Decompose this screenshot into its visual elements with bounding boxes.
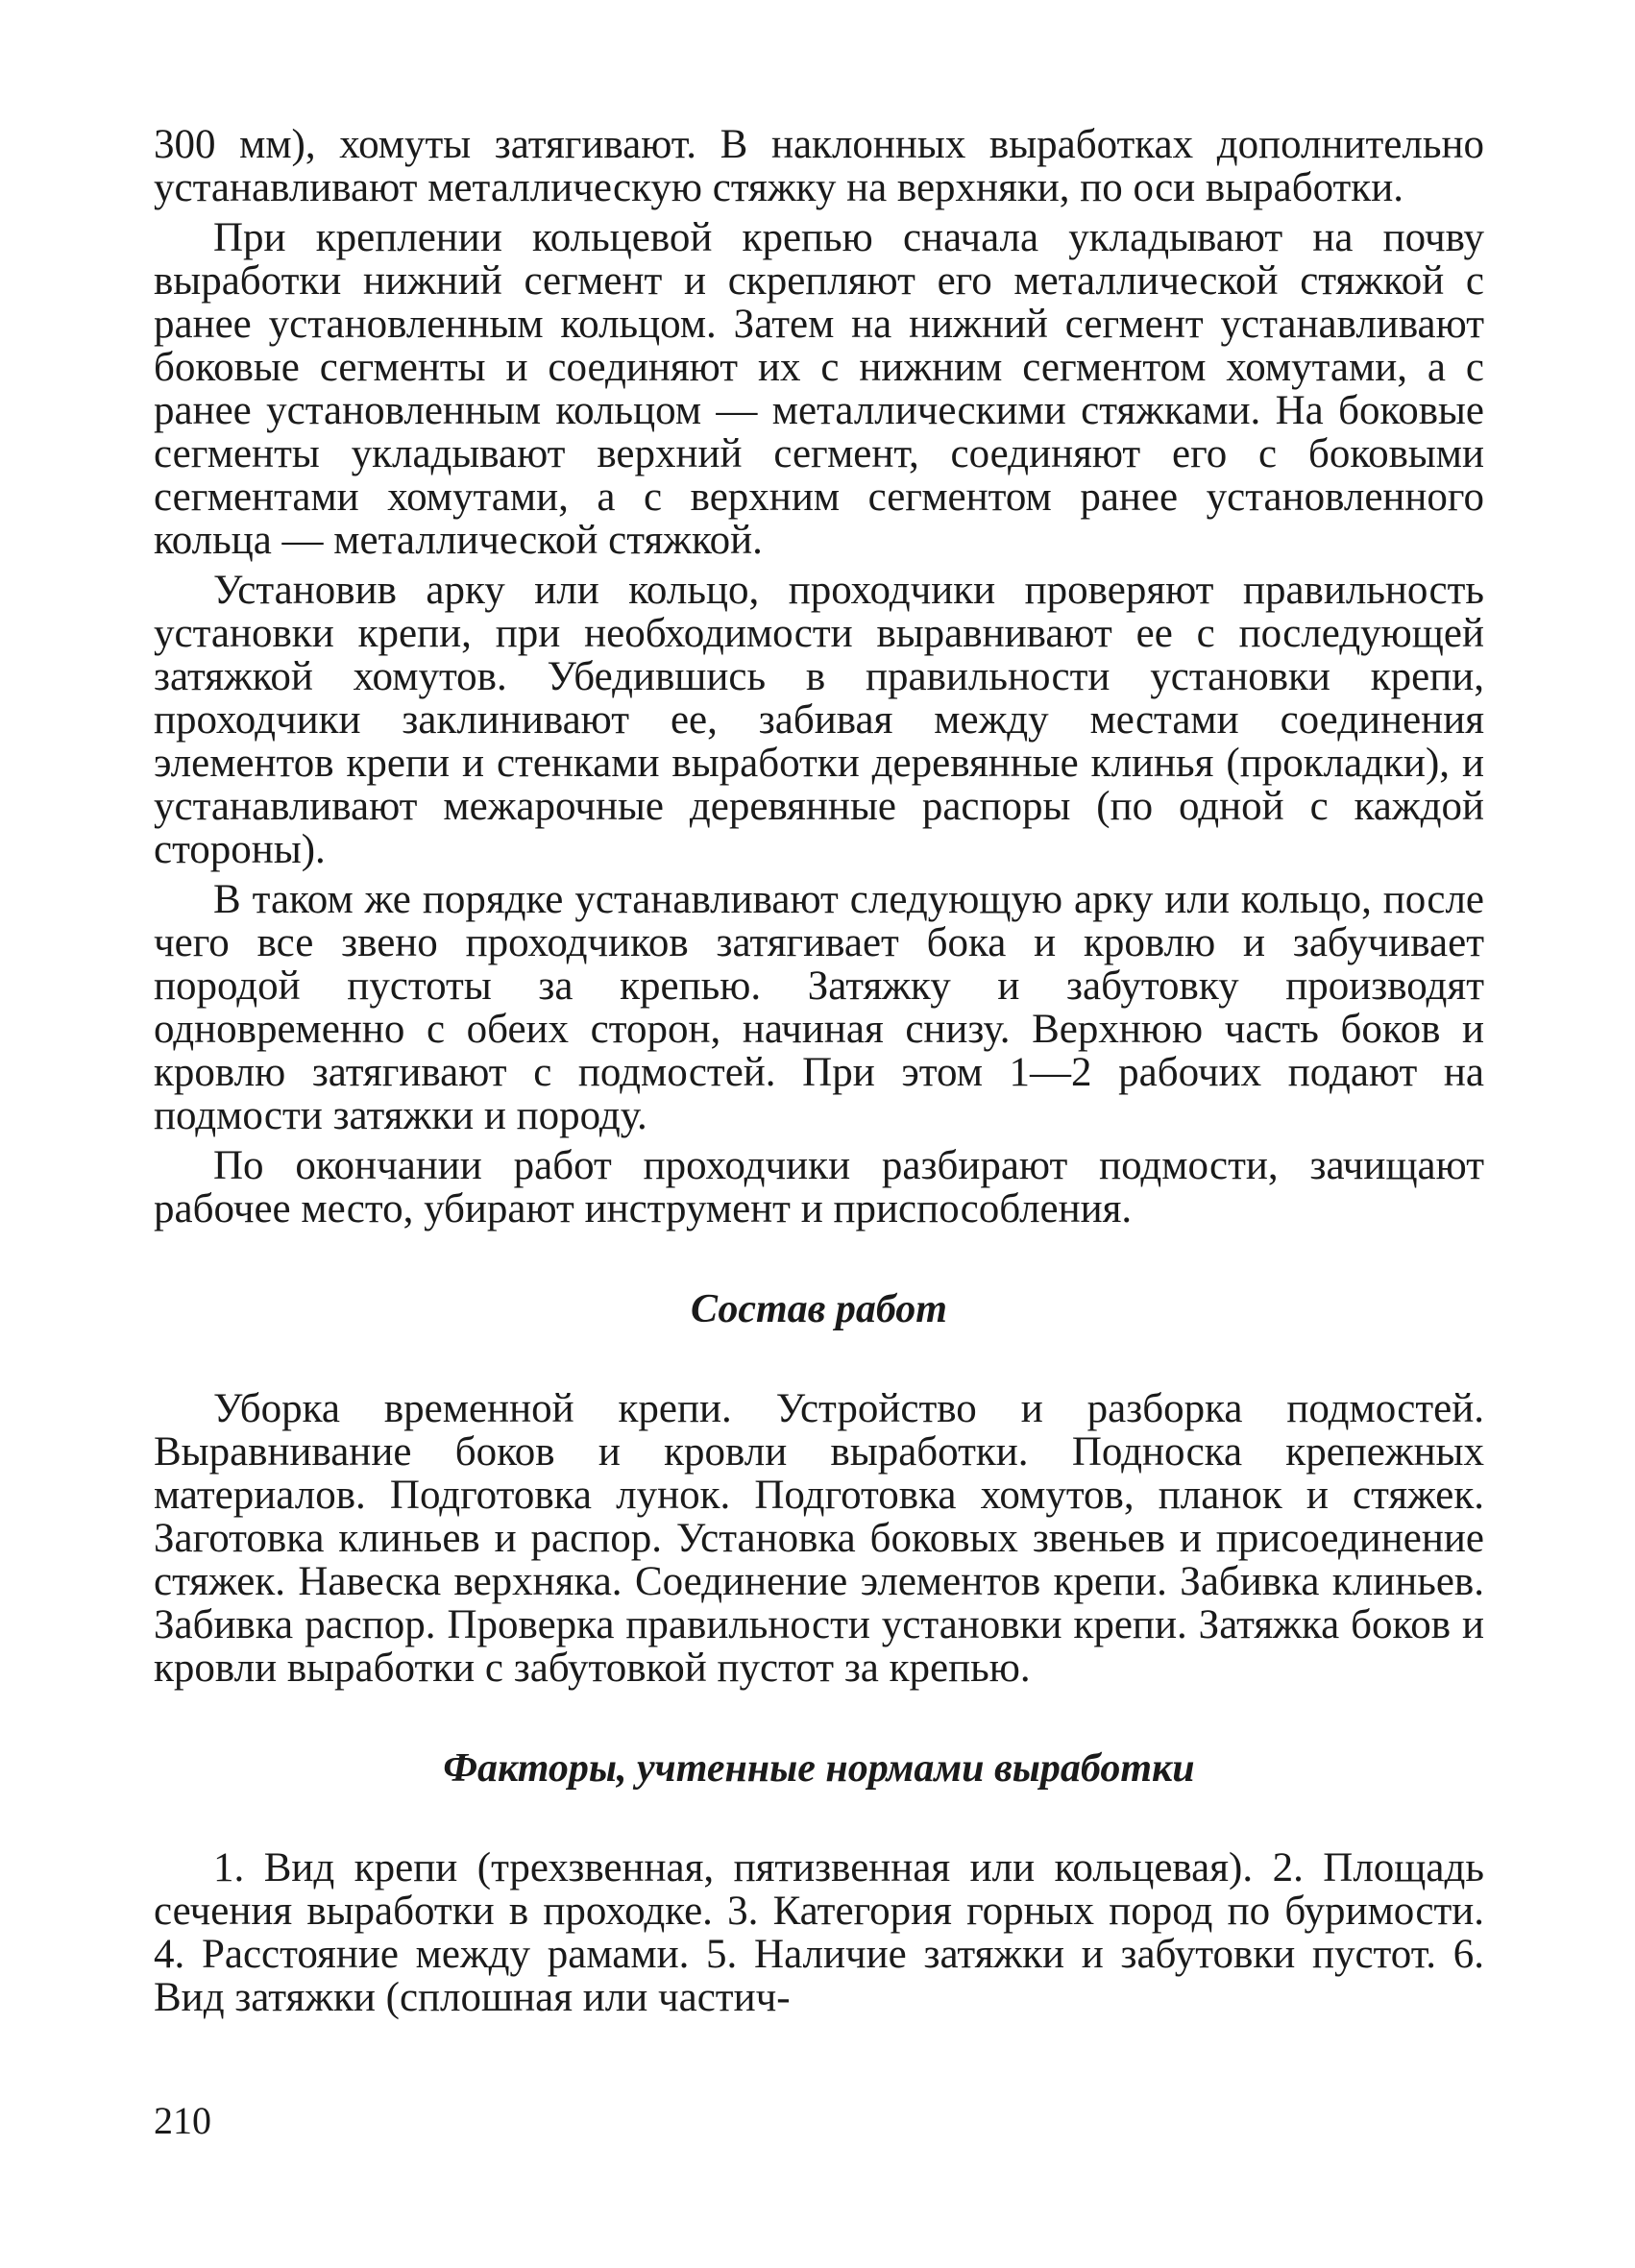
paragraph-factors-text: 1. Вид крепи (трехзвенная, пятизвенная или кольцевая). 2. Площадь сечения выработки в проходке. 3. Категория горных пород по буримости. 4. Расстояние между рамами. 5. Наличие затяжки и забутовки пустот. 6. Вид затяжки (сплошная или частич- <box>154 1845 1484 2020</box>
paragraph-continuation: 300 мм), хомуты затягивают. В наклонных выработках дополнительно устанавливают металлическую стяжку на верхняки, по оси выработки. <box>154 122 1484 210</box>
paragraph-ring-support: При креплении кольцевой крепью сначала укладывают на почву выработки нижний сегмент и скрепляют его металлической стяжкой с ранее установленным кольцом. Затем на нижний сегмент устанавливают боковые сегменты и соединяют их с нижним сегментом хомутами, а с ранее установленным кольцом — металлическими стяжками. На боковые сегменты укладывают верхний сегмент, соединяют его с боковыми сегментами хомутами, а с верхним сегментом ранее установленного кольца — металлической стяжкой. <box>154 215 1484 563</box>
paragraph-next-arch: В таком же порядке устанавливают следующую арку или кольцо, после чего все звено проходчиков затягивает бока и кровлю и забучивает породой пустоты за крепью. Затяжку и забутовку производят одновременно с обеих сторон, начиная снизу. Верхнюю часть боков и кровлю затягивают с подмостей. При этом 1—2 рабочих подают на подмости затяжки и породу. <box>154 877 1484 1138</box>
section-heading-sostav: Состав работ <box>691 1287 947 1331</box>
page-number: 210 <box>154 2099 211 2142</box>
page-content <box>154 123 1484 2019</box>
paragraph-checking-support: Установив арку или кольцо, проходчики проверяют правильность установки крепи, при необходимости выравнивают ее с последующей затяжкой хомутов. Убедившись в правильности установки крепи, проходчики заклинивают ее, забивая между местами соединения элементов крепи и стенками выработки деревянные клинья (прокладки), и устанавливают межарочные деревянные распоры (по одной с каждой стороны). <box>154 568 1484 872</box>
paragraph-finishing: По окончании работ проходчики разбирают подмости, зачищают рабочее место, убирают инструмент и приспособления. <box>154 1143 1484 1232</box>
paragraph-sostav-text: Уборка временной крепи. Устройство и разборка подмостей. Выравнивание боков и кровли выработки. Подноска крепежных материалов. Подготовка лунок. Подготовка хомутов, планок и стяжек. Заготовка клиньев и распор. Установка боковых звеньев и присоединение стяжек. Навеска верхняка. Соединение элементов крепи. Забивка клиньев. Забивка распор. Проверка правильности установки крепи. Затяжка боков и кровли выработки с забутовкой пустот за крепью. <box>154 1386 1484 1691</box>
section-heading-factors: Факторы, учтенные нормами выработки <box>443 1746 1195 1791</box>
